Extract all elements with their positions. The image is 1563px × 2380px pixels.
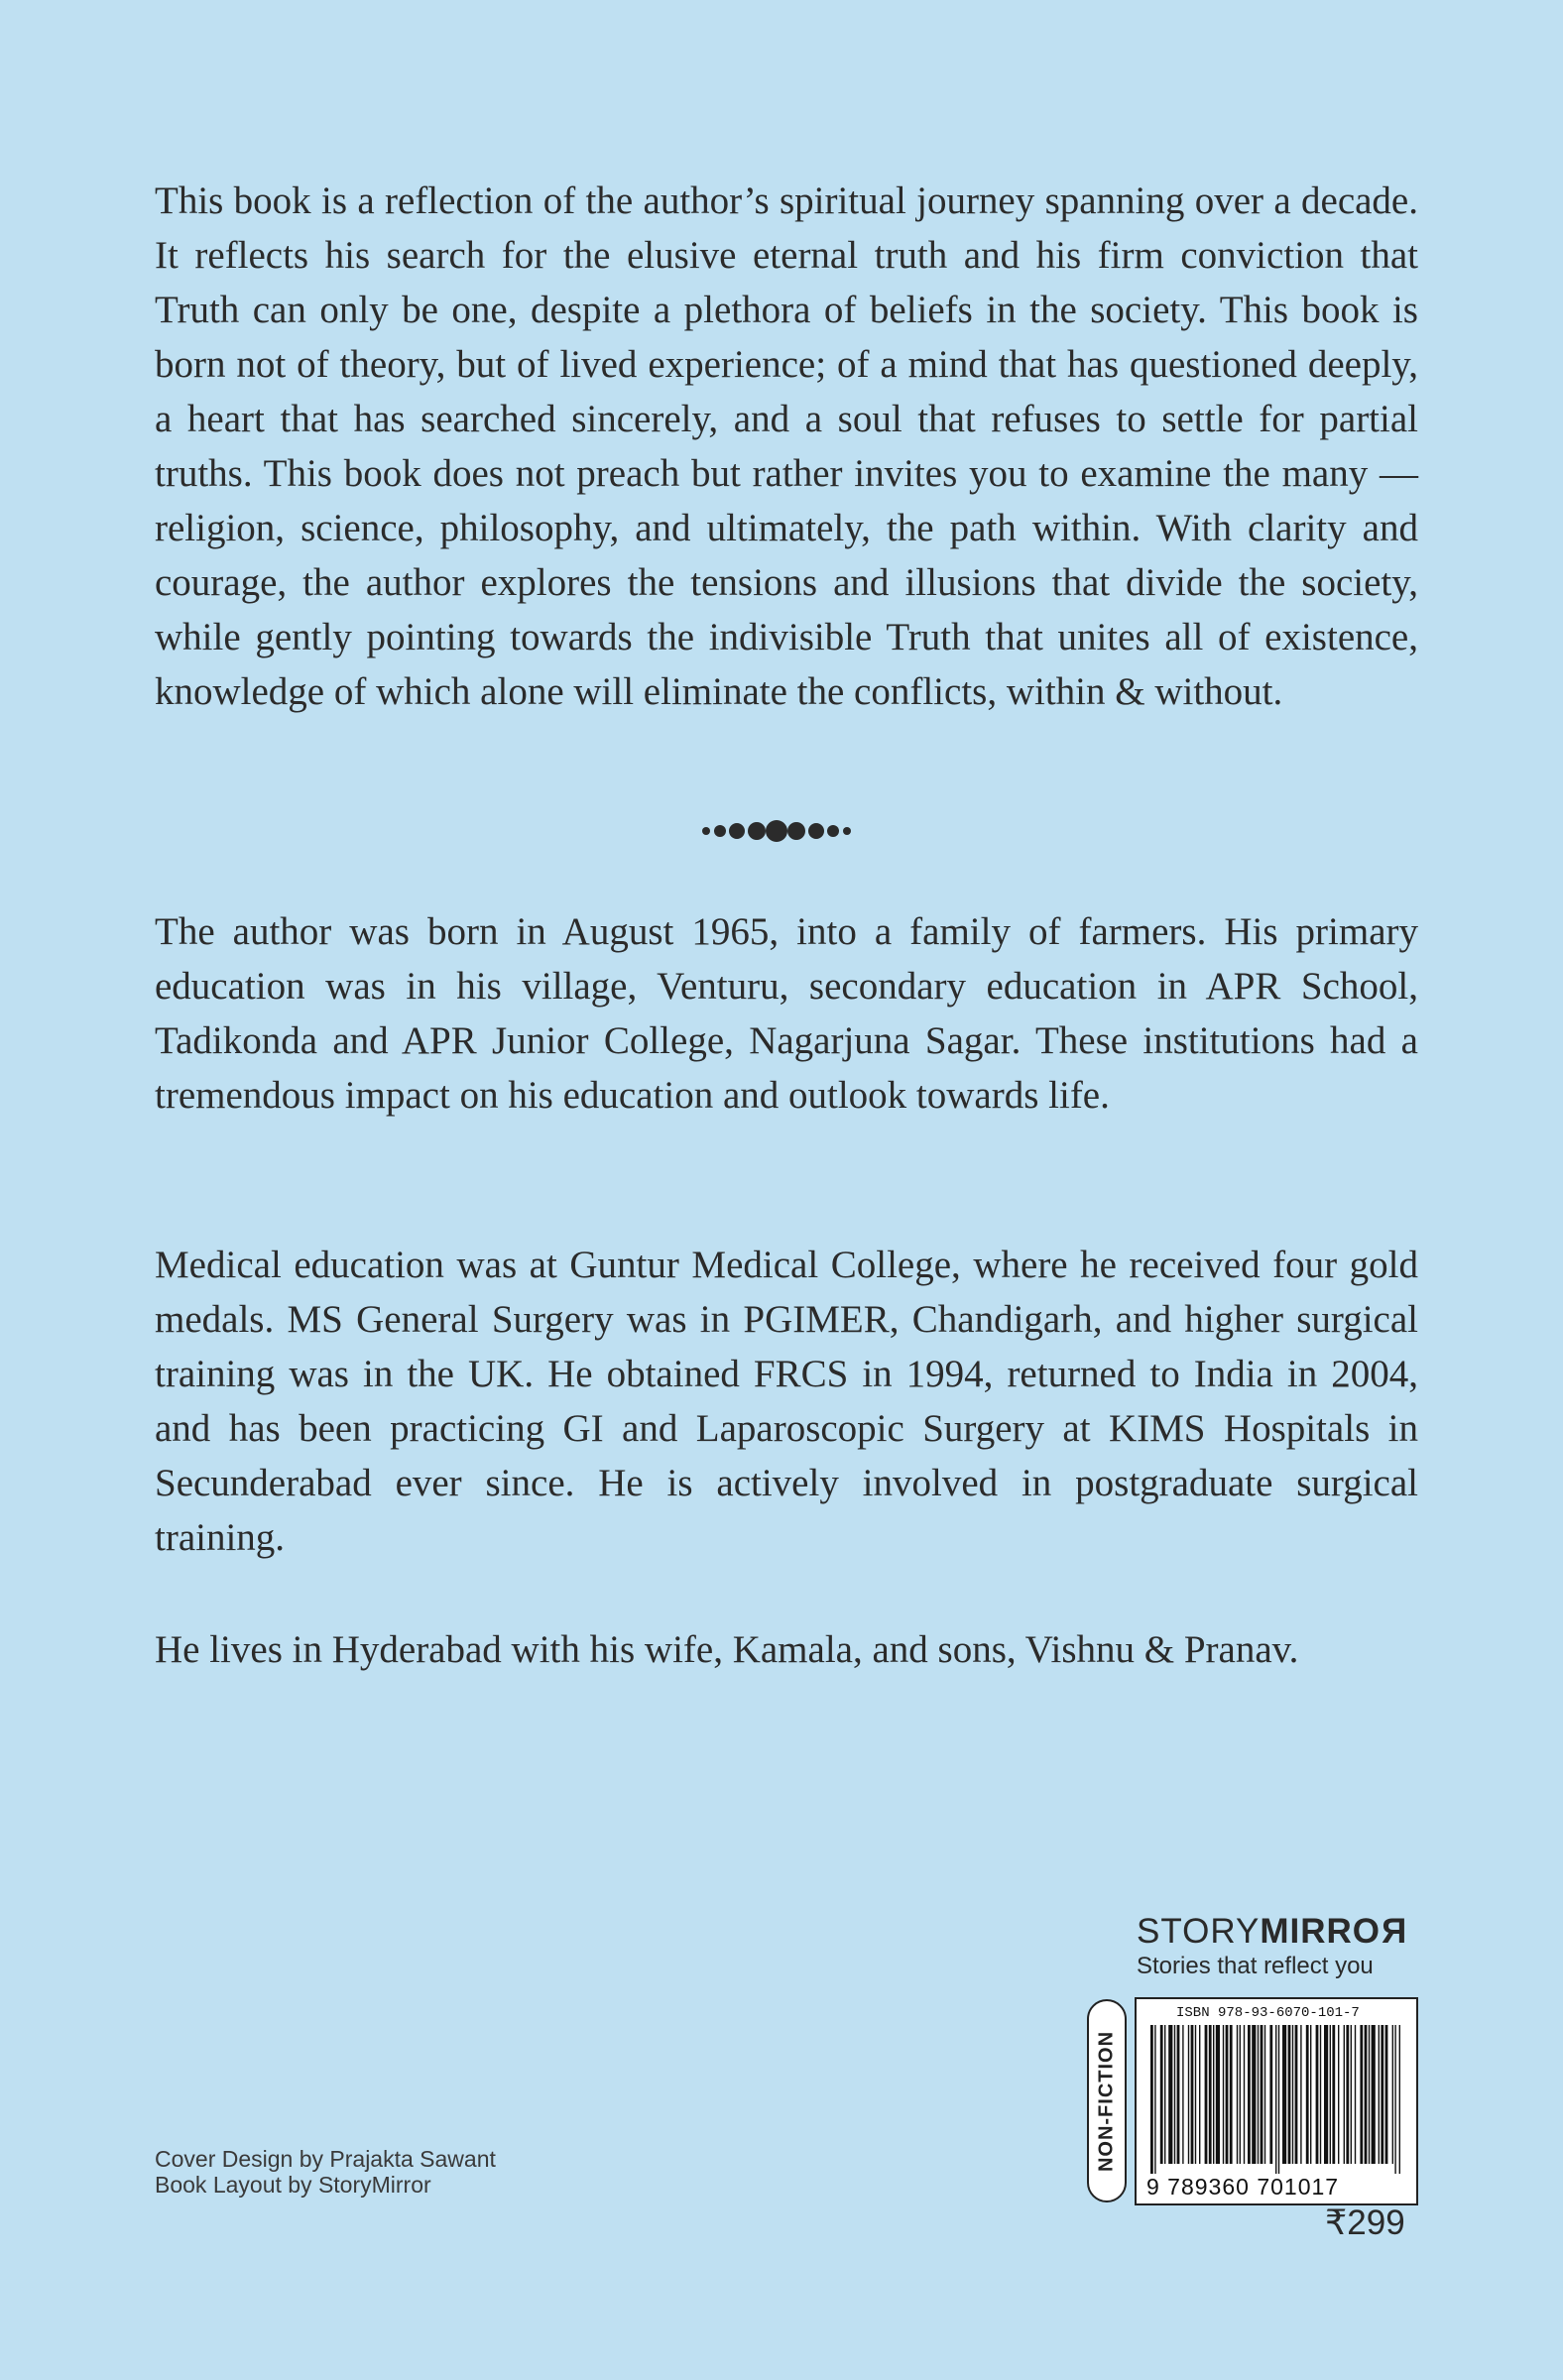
barcode-bar [1288,2025,1291,2164]
barcode-bar [1282,2025,1286,2164]
barcode-bar [1160,2025,1163,2164]
barcode-bar [1230,2025,1233,2164]
barcode-bar [1360,2025,1363,2164]
barcode-bar [1351,2025,1352,2164]
barcode-bar [1392,2025,1393,2164]
barcode-bar [1244,2025,1245,2164]
divider-dot [787,822,805,840]
barcode-bar [1316,2025,1319,2164]
barcode-bar [1338,2025,1339,2164]
credits [155,2146,496,2198]
barcode-bar [1269,2025,1272,2164]
barcode-bar [1182,2025,1183,2164]
publisher-logo [1137,1912,1406,1981]
publisher-name: STORYMIRROR [1137,1912,1407,1951]
barcode-bar [1174,2025,1175,2164]
author-bio-paragraph: The author was born in August 1965, into a family of farmers. His primary education was in his village, Venturu, secondary education in APR School, Tadikonda and APR Junior College, Nagarjuna Sagar. These institutions had a tremendous impact on his education and outlook towards life. [155,910,1418,1117]
genre-text: NON-FICTION [1095,2030,1118,2172]
barcode-bar [1355,2025,1356,2164]
barcode-bar [1365,2025,1368,2164]
barcode-bar [1258,2025,1259,2164]
author-bio-paragraph: He lives in Hyderabad with his wife, Kamala, and sons, Vishnu & Pranav. [155,1628,1299,1671]
isbn-label: ISBN 978-93-6070-101-7 [1176,2005,1360,2021]
divider-dot [766,820,787,842]
barcode-bar [1292,2025,1293,2164]
barcode-bar [1324,2025,1328,2164]
barcode-bar [1381,2025,1383,2164]
price: ₹299 [1325,2203,1405,2242]
barcode-bar [1306,2025,1309,2164]
barcode-bar [1168,2025,1172,2164]
ornamental-divider [0,816,1563,846]
barcode-bar [1150,2025,1153,2174]
barcode-icon [1146,2025,1406,2174]
divider-dot [729,823,745,839]
barcode-bar [1310,2025,1311,2164]
barcode-bar [1379,2025,1380,2164]
barcode-bar [1369,2025,1370,2164]
barcode-bar [1330,2025,1331,2164]
barcode-bar [1295,2025,1298,2164]
barcode-bar [1248,2025,1251,2164]
barcode-bar [1332,2025,1335,2164]
barcode-bar [1264,2025,1265,2164]
barcode-bar [1216,2025,1220,2164]
barcode-bar [1394,2025,1395,2174]
barcode-bar [1240,2025,1241,2164]
author-bio-paragraph: Medical education was at Guntur Medical College, where he received four gold medals. MS General Surgery was in PGIMER, Chandigarh, and higher surgical training was in the UK. He obtained FRCS in 1994, returned to India in 2004, and has been practicing GI and Laparoscopic Surgery at KIMS Hospitals in Secunderabad ever since. He is actively involved in postgraduate surgical training. [155,1244,1418,1559]
barcode-bar [1344,2025,1345,2164]
barcode-bar [1252,2025,1256,2164]
barcode-bar [1237,2025,1238,2164]
isbn-barcode [1135,1997,1418,2205]
barcode-bar [1205,2025,1208,2164]
barcode-bar [1399,2025,1400,2174]
barcode-bar [1164,2025,1165,2164]
barcode-bar [1320,2025,1321,2164]
barcode-bar [1385,2025,1388,2164]
barcode-bar [1154,2025,1155,2174]
barcode-bar [1223,2025,1224,2164]
barcode-bar [1177,2025,1180,2164]
divider-dot [714,825,726,837]
barcode-bar [1191,2025,1194,2164]
cover-design-credit: Cover Design by Prajakta Sawant [155,2146,496,2172]
genre-label [1087,1999,1127,2202]
barcode-bar [1275,2025,1276,2174]
barcode-bar [1300,2025,1301,2164]
barcode-bar [1188,2025,1189,2164]
barcode-bar [1261,2025,1263,2164]
barcode-bar [1195,2025,1196,2164]
publisher-tagline: Stories that reflect you [1137,1953,1374,1979]
barcode-bar [1199,2025,1200,2164]
divider-dot [702,827,710,835]
divider-dot [827,825,839,837]
divider-dot [808,823,824,839]
book-blurb: This book is a reflection of the author’s spiritual journey spanning over a decade. It reflects his search for the elusive eternal truth and his firm conviction that Truth can only be one, despite a plethora of beliefs in the society. This book is born not of theory, but of lived experience; of a mind that has questioned deeply, a heart that has searched sincerely, and a soul that refuses to settle for partial truths. This book does not preach but rather invites you to examine the many — religion, science, philosophy, and ultimately, the path within. With clarity and courage, the author explores the tensions and illusions that divide the society, while gently pointing towards the indivisible Truth that unites all of existence, knowledge of which alone will eliminate the conflicts, within & without. [155,179,1418,713]
book-layout-credit: Book Layout by StoryMirror [155,2172,431,2198]
ean-digits: 9 789360 701017 [1146,2174,1340,2200]
divider-dot [843,827,851,835]
barcode-bar [1226,2025,1229,2164]
barcode-bar [1213,2025,1214,2164]
divider-dot [748,822,766,840]
barcode-bar [1372,2025,1376,2164]
barcode-bar [1278,2025,1279,2174]
barcode-bar [1346,2025,1349,2164]
barcode-bar [1209,2025,1212,2164]
